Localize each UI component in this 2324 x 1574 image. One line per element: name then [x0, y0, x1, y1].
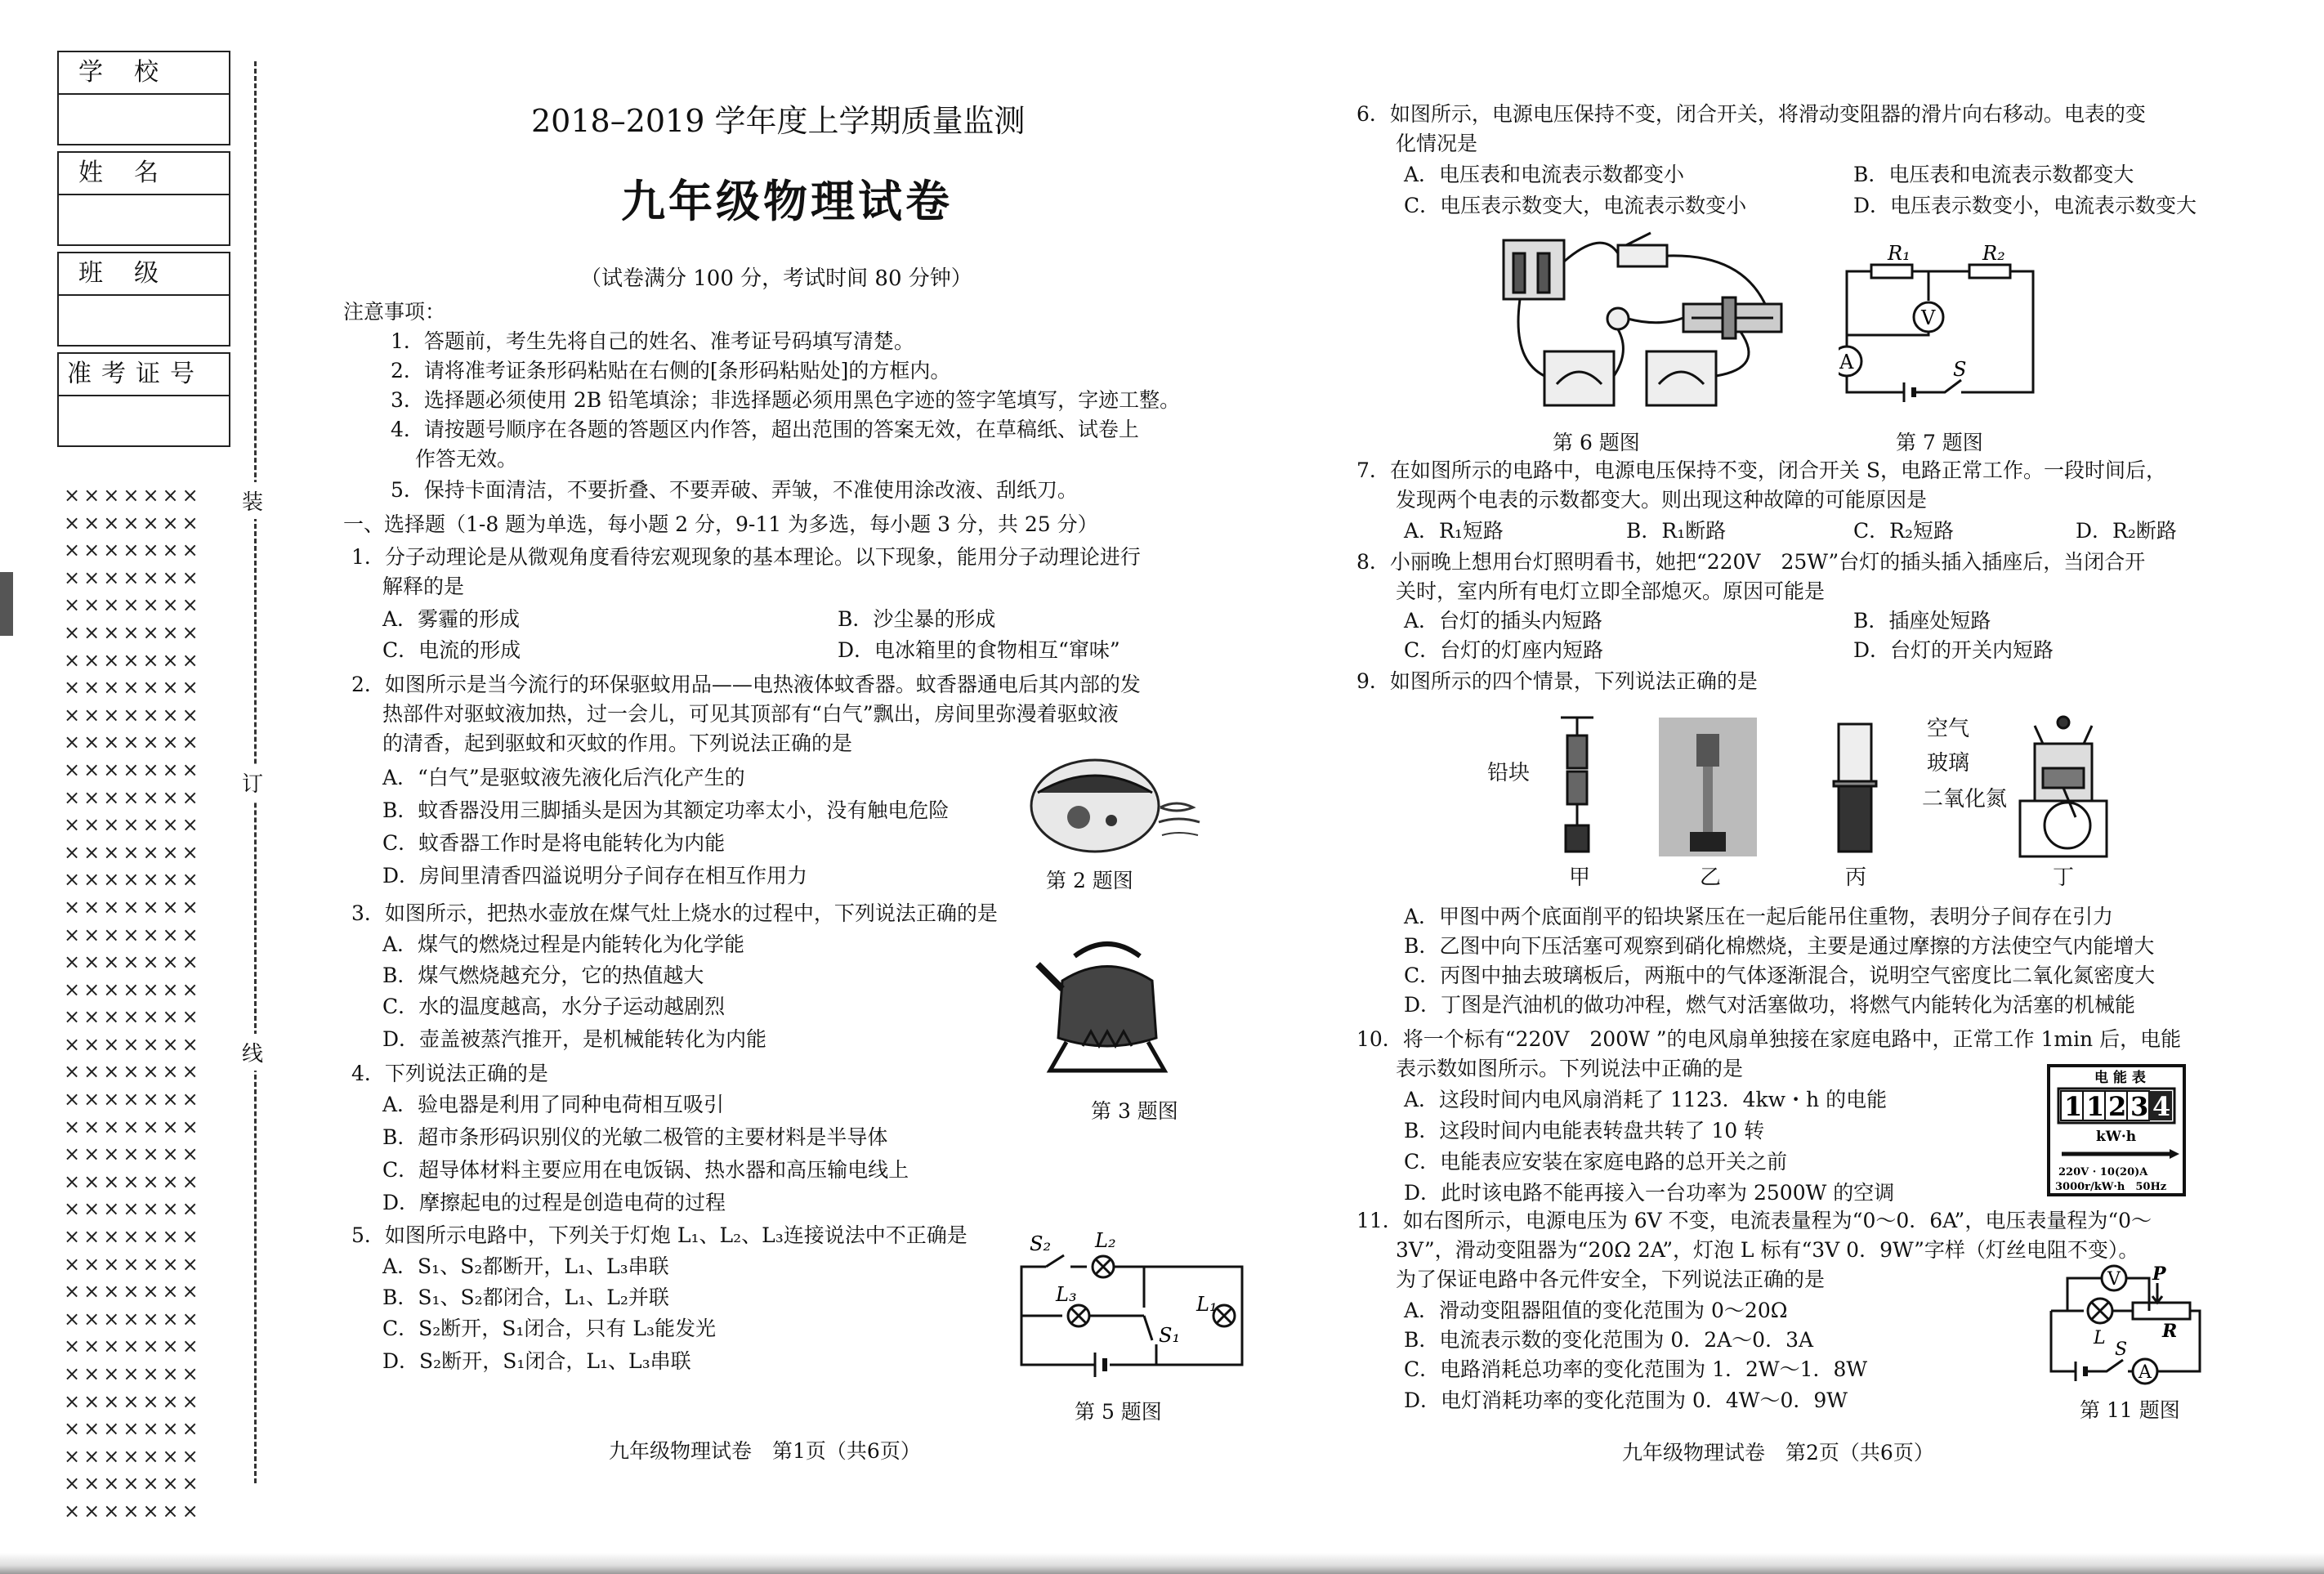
q9-lead-label: 铅块 [1487, 761, 1531, 785]
q9-label-ding: 丁 [2053, 865, 2075, 890]
q5-option-b[interactable]: B．S₁、S₂都闭合，L₁、L₂并联 [382, 1286, 669, 1309]
school-input[interactable] [59, 95, 229, 144]
meter-spec-revolutions: 3000r/kW·h 50Hz [2055, 1181, 2167, 1193]
q5-option-a[interactable]: A．S₁、S₂都断开，L₁、L₃串联 [382, 1254, 669, 1278]
exam-id-field[interactable] [57, 352, 230, 447]
q2-option-b[interactable]: B．蚊香器没用三脚插头是因为其额定功率太小，没有触电危险 [382, 798, 950, 822]
x-mark-row: ××××××× [64, 1307, 202, 1330]
page-1-footer: 九年级物理试卷 第1页（共6页） [609, 1439, 921, 1463]
exam-id-label: 准考证号 [59, 354, 229, 396]
x-mark-row: ××××××× [64, 1335, 202, 1358]
x-mark-row: ××××××× [64, 676, 202, 700]
q9-option-c[interactable]: C．丙图中抽去玻璃板后，两瓶中的气体逐渐混合，说明空气密度比二氧化氮密度大 [1404, 964, 2156, 987]
q7-label-r2: R₂ [1982, 245, 2005, 265]
q7-option-b[interactable]: B．R₁断路 [1626, 519, 1727, 543]
q11-ammeter-label: A [2139, 1362, 2152, 1383]
q11-stem-line3: 为了保证电路中各元件安全，下列说法正确的是 [1396, 1268, 1826, 1291]
note-1: 1．答题前，考生先将自己的姓名、准考证号码填写清楚。 [391, 329, 914, 353]
x-mark-row: ××××××× [64, 868, 202, 892]
q11-option-a[interactable]: A．滑动变阻器阻值的变化范围为 0～20Ω [1404, 1299, 1788, 1322]
q7-stem-line1: 7．在如图所示的电路中，电源电压保持不变，闭合开关 S，电路正常工作。一段时间后， [1356, 458, 2166, 482]
q6-stem-line1: 6．如图所示，电源电压保持不变，闭合开关，将滑动变阻器的滑片向右移动。电表的变 [1356, 102, 2146, 126]
q1-option-d[interactable]: D．电冰箱里的食物相互“窜味” [838, 638, 1120, 662]
q7-stem-line2: 发现两个电表的示数都变大。则出现这种故障的可能原因是 [1396, 488, 1928, 512]
q5-option-c[interactable]: C．S₂断开，S₁闭合，只有 L₃能发光 [382, 1317, 716, 1340]
q5-circuit-diagram [1013, 1226, 1258, 1377]
q10-option-c[interactable]: C．电能表应安装在家庭电路的总开关之前 [1404, 1150, 1788, 1174]
note-3: 3．选择题必须使用 2B 铅笔填涂；非选择题必须用黑色字迹的签字笔填写，字迹工整。 [391, 388, 1181, 412]
meter-unit: kW·h [2096, 1129, 2137, 1145]
q3-option-d[interactable]: D．壶盖被蒸汽推开，是机械能转化为内能 [382, 1027, 767, 1051]
x-mark-row: ××××××× [64, 1444, 202, 1468]
x-mark-row: ××××××× [64, 1142, 202, 1166]
q9-label-jia: 甲 [1569, 865, 1591, 890]
q1-stem-line2: 解释的是 [382, 575, 465, 598]
x-mark-row: ××××××× [64, 785, 202, 809]
q9-option-a[interactable]: A．甲图中两个底面削平的铅块紧压在一起后能吊住重物，表明分子间存在引力 [1404, 905, 2114, 928]
x-mark-row: ××××××× [64, 1115, 202, 1138]
q6-option-a[interactable]: A．电压表和电流表示数都变小 [1404, 163, 1685, 186]
q11-option-d[interactable]: D．电灯消耗功率的变化范围为 0．4W～0．9W [1404, 1388, 1848, 1412]
x-mark-row: ××××××× [64, 923, 202, 946]
q4-option-c[interactable]: C．超导体材料主要应用在电饭锅、热水器和高压输电线上 [382, 1158, 909, 1182]
x-mark-row: ××××××× [64, 895, 202, 919]
x-mark-row: ××××××× [64, 593, 202, 617]
q11-label-s: S [2115, 1339, 2128, 1360]
note-5: 5．保持卡面清洁，不要折叠、不要弄破、弄皱，不准使用涂改液、刮纸刀。 [391, 478, 1078, 502]
q1-option-a[interactable]: A．雾霾的形成 [382, 607, 521, 631]
q10-option-a[interactable]: A．这段时间内电风扇消耗了 1123．4kw・h 的电能 [1404, 1088, 1888, 1111]
electricity-meter-figure [2047, 1064, 2186, 1196]
q1-stem-line1: 1．分子动理论是从微观角度看待宏观现象的基本理论。以下现象，能用分子动理论进行 [351, 545, 1141, 569]
exam-id-input[interactable] [59, 396, 229, 445]
school-field[interactable] [57, 51, 230, 145]
q7-circuit-diagram [1839, 245, 2051, 409]
name-label: 姓名 [59, 153, 229, 195]
q9-engine-figure [2010, 711, 2116, 858]
q4-option-d[interactable]: D．摩擦起电的过程是创造电荷的过程 [382, 1191, 726, 1214]
x-mark-row: ××××××× [64, 539, 202, 562]
q3-option-a[interactable]: A．煤气的燃烧过程是内能转化为化学能 [382, 932, 745, 956]
meter-digit-1: 1 [2064, 1091, 2083, 1122]
exam-title: 九年级物理试卷 [621, 175, 953, 227]
x-mark-row: ××××××× [64, 648, 202, 672]
q9-stem: 9．如图所示的四个情景，下列说法正确的是 [1356, 669, 1758, 693]
class-input[interactable] [59, 296, 229, 345]
binding-char-zhuang: 装 [242, 482, 263, 519]
q9-option-d[interactable]: D．丁图是汽油机的做功冲程，燃气对活塞做功，将燃气内能转化为活塞的机械能 [1404, 993, 2136, 1017]
class-field[interactable] [57, 252, 230, 347]
q9-glass-label: 玻璃 [1927, 751, 1970, 776]
x-mark-row: ××××××× [64, 731, 202, 754]
q9-no2-label: 二氧化氮 [1922, 787, 2008, 812]
q5-option-d[interactable]: D．S₂断开，S₁闭合，L₁、L₃串联 [382, 1349, 691, 1373]
x-mark-row: ××××××× [64, 1060, 202, 1084]
meter-title: 电 能 表 [2094, 1070, 2146, 1086]
q11-circuit-diagram [2043, 1259, 2206, 1389]
notes-title: 注意事项： [343, 300, 446, 324]
q1-option-c[interactable]: C．电流的形成 [382, 638, 521, 662]
q7-label-r1: R₁ [1888, 245, 1911, 265]
meter-digit-3: 2 [2108, 1091, 2127, 1122]
x-mark-row: ××××××× [64, 1362, 202, 1385]
q11-voltmeter-label: V [2107, 1269, 2121, 1290]
q2-stem-line3: 的清香，起到驱蚊和灭蚊的作用。下列说法正确的是 [382, 731, 853, 755]
binding-char-xian: 线 [242, 1034, 263, 1071]
q9-piston-figure [1659, 718, 1757, 856]
q3-option-b[interactable]: B．煤气燃烧越充分，它的热值越大 [382, 964, 704, 987]
q2-stem-line2: 热部件对驱蚊液加热，过一会儿，可见其顶部有“白气”飘出，房间里弥漫着驱蚊液 [382, 702, 1119, 726]
q9-lead-blocks-figure [1553, 711, 1602, 858]
q5-label-s1: S₁ [1159, 1324, 1181, 1347]
x-mark-row: ××××××× [64, 566, 202, 589]
q3-option-c[interactable]: C．水的温度越高，水分子运动越剧烈 [382, 995, 726, 1018]
page-2-footer: 九年级物理试卷 第2页（共6页） [1622, 1441, 1934, 1464]
x-mark-row: ××××××× [64, 758, 202, 781]
x-mark-column [64, 482, 227, 1526]
x-mark-row: ××××××× [64, 977, 202, 1001]
x-mark-row: ××××××× [64, 484, 202, 507]
q11-option-c[interactable]: C．电路消耗总功率的变化范围为 1．2W～1．8W [1404, 1357, 1868, 1381]
q11-label-p: P [2152, 1263, 2166, 1285]
name-input[interactable] [59, 195, 229, 244]
x-mark-row: ××××××× [64, 813, 202, 837]
q9-air-label: 空气 [1927, 717, 1970, 741]
x-mark-row: ××××××× [64, 1389, 202, 1413]
q5-label-l1: L₁ [1196, 1293, 1218, 1316]
q4-stem: 4．下列说法正确的是 [351, 1062, 548, 1085]
x-mark-row: ××××××× [64, 1252, 202, 1276]
q10-stem-line1: 10．将一个标有“220V 200W ”的电风扇单独接在家庭电路中，正常工作 1min 后，电能 [1356, 1027, 2182, 1051]
x-mark-row: ××××××× [64, 1005, 202, 1029]
x-mark-row: ××××××× [64, 703, 202, 727]
q4-option-a[interactable]: A．验电器是利用了同种电荷相互吸引 [382, 1093, 725, 1116]
q9-label-bing: 丙 [1845, 865, 1867, 890]
x-mark-row: ××××××× [64, 1032, 202, 1056]
q7-voltmeter-label: V [1921, 306, 1936, 329]
x-mark-row: ××××××× [64, 1197, 202, 1221]
q8-option-a[interactable]: A．台灯的插头内短路 [1404, 609, 1603, 633]
q7-option-c[interactable]: C．R₂短路 [1853, 519, 1954, 543]
q8-stem-line2: 关时，室内所有电灯立即全部熄灭。原因可能是 [1396, 579, 1826, 603]
scan-edge-mark [0, 572, 13, 636]
q9-label-yi: 乙 [1700, 865, 1722, 890]
q10-option-b[interactable]: B．这段时间内电能表转盘共转了 10 转 [1404, 1119, 1765, 1142]
q2-option-c[interactable]: C．蚊香器工作时是将电能转化为内能 [382, 831, 726, 855]
q6-stem-line2: 化情况是 [1396, 132, 1478, 155]
class-label: 班级 [59, 253, 229, 296]
q5-figure-caption: 第 5 题图 [1075, 1400, 1162, 1424]
q8-option-c[interactable]: C．台灯的灯座内短路 [1404, 638, 1604, 662]
kettle-on-stove-figure [1034, 932, 1181, 1079]
x-mark-row: ××××××× [64, 511, 202, 534]
q7-option-d[interactable]: D．R₂断路 [2076, 519, 2177, 543]
q8-option-d[interactable]: D．台灯的开关内短路 [1853, 638, 2054, 662]
q10-option-d[interactable]: D．此时该电路不能再接入一台功率为 2500W 的空调 [1404, 1181, 1895, 1205]
q8-option-b[interactable]: B．插座处短路 [1853, 609, 1991, 633]
q6-option-b[interactable]: B．电压表和电流表示数都变大 [1853, 163, 2134, 186]
q4-option-b[interactable]: B．超市条形码识别仪的光敏二极管的主要材料是半导体 [382, 1125, 888, 1149]
exam-subtitle: （试卷满分 100 分，考试时间 80 分钟） [580, 266, 972, 291]
q2-stem-line1: 2．如图所示是当今流行的环保驱蚊用品——电热液体蚊香器。蚊香器通电后其内部的发 [351, 673, 1141, 696]
q3-stem: 3．如图所示，把热水壶放在煤气灶上烧水的过程中，下列说法正确的是 [351, 901, 998, 925]
x-mark-row: ××××××× [64, 1417, 202, 1441]
meter-digit-5: 4 [2152, 1091, 2171, 1122]
q5-label-l2: L₂ [1095, 1229, 1116, 1252]
note-2: 2．请将准考证条形码粘贴在右侧的[条形码粘贴处]的方框内。 [391, 359, 951, 382]
q2-figure-caption: 第 2 题图 [1046, 869, 1133, 892]
q10-stem-line2: 表示数如图所示。下列说法中正确的是 [1396, 1057, 1744, 1080]
q6-option-d[interactable]: D．电压表示数变小，电流表示数变大 [1853, 194, 2197, 217]
x-mark-row: ××××××× [64, 620, 202, 644]
q9-option-b[interactable]: B．乙图中向下压活塞可观察到硝化棉燃烧，主要是通过摩擦的方法使空气内能增大 [1404, 934, 2155, 958]
meter-spec-rating: 220V · 10(20)A [2058, 1166, 2148, 1178]
q3-figure-caption: 第 3 题图 [1091, 1099, 1178, 1123]
q11-stem-line2: 3V”，滑动变阻器为“20Ω 2A”，灯泡 L 标有“3V 0．9W”字样（灯丝电阻不变）。 [1396, 1238, 2139, 1262]
x-mark-row: ××××××× [64, 1169, 202, 1193]
x-mark-row: ××××××× [64, 1280, 202, 1303]
name-field[interactable] [57, 151, 230, 246]
school-label: 学校 [59, 52, 229, 95]
q8-stem-line1: 8．小丽晚上想用台灯照明看书，她把“220V 25W”台灯的插头插入插座后，当闭合开 [1356, 550, 2146, 574]
x-mark-row: ××××××× [64, 1088, 202, 1111]
q7-label-s: S [1953, 358, 1967, 381]
x-mark-row: ××××××× [64, 1499, 202, 1523]
q5-stem: 5．如图所示电路中，下列关于灯炮 L₁、L₂、L₃连接说法中不正确是 [351, 1223, 968, 1247]
meter-digit-2: 1 [2086, 1091, 2105, 1122]
x-mark-row: ××××××× [64, 1225, 202, 1249]
binding-char-ding: 订 [242, 764, 263, 801]
meter-digit-4: 3 [2130, 1091, 2149, 1122]
term-title: 2018–2019 学年度上学期质量监测 [531, 103, 1026, 139]
q6-figure-caption: 第 6 题图 [1553, 431, 1640, 454]
q7-figure-caption: 第 7 题图 [1896, 431, 1983, 454]
q11-stem-line1: 11．如右图所示，电源电压为 6V 不变，电流表量程为“0～0．6A”，电压表量程为“0～ [1356, 1209, 2152, 1232]
q11-option-b[interactable]: B．电流表示数的变化范围为 0．2A～0．3A [1404, 1328, 1814, 1352]
q5-label-s2: S₂ [1030, 1232, 1052, 1255]
q11-label-r: R [2162, 1321, 2178, 1342]
note-4: 4．请按题号顺序在各题的答题区内作答，超出范围的答案无效，在草稿纸、试卷上 [391, 418, 1139, 441]
mosquito-repeller-figure [1021, 750, 1209, 861]
x-mark-row: ××××××× [64, 840, 202, 864]
q1-option-b[interactable]: B．沙尘暴的形成 [838, 607, 996, 631]
x-mark-row: ××××××× [64, 1472, 202, 1496]
q9-gas-bottles-figure [1830, 719, 1879, 858]
q7-option-a[interactable]: A．R₁短路 [1404, 519, 1504, 543]
q5-label-l3: L₃ [1056, 1283, 1077, 1306]
x-mark-row: ××××××× [64, 950, 202, 974]
q11-figure-caption: 第 11 题图 [2080, 1398, 2180, 1422]
q2-option-d[interactable]: D．房间里清香四溢说明分子间存在相互作用力 [382, 864, 808, 888]
q6-circuit-photo [1495, 229, 1798, 413]
q11-label-l: L [2094, 1328, 2106, 1348]
scan-bottom-edge [0, 1553, 2324, 1574]
q6-option-c[interactable]: C．电压表示数变大，电流表示数变小 [1404, 194, 1747, 217]
section-1-heading: 一、选择题（1-8 题为单选，每小题 2 分，9-11 为多选，每小题 3 分，共 25 分） [343, 512, 1098, 536]
note-4-cont: 作答无效。 [415, 447, 518, 471]
q2-option-a[interactable]: A．“白气”是驱蚊液先液化后汽化产生的 [382, 766, 745, 789]
q7-ammeter-label: A [1839, 351, 1854, 373]
